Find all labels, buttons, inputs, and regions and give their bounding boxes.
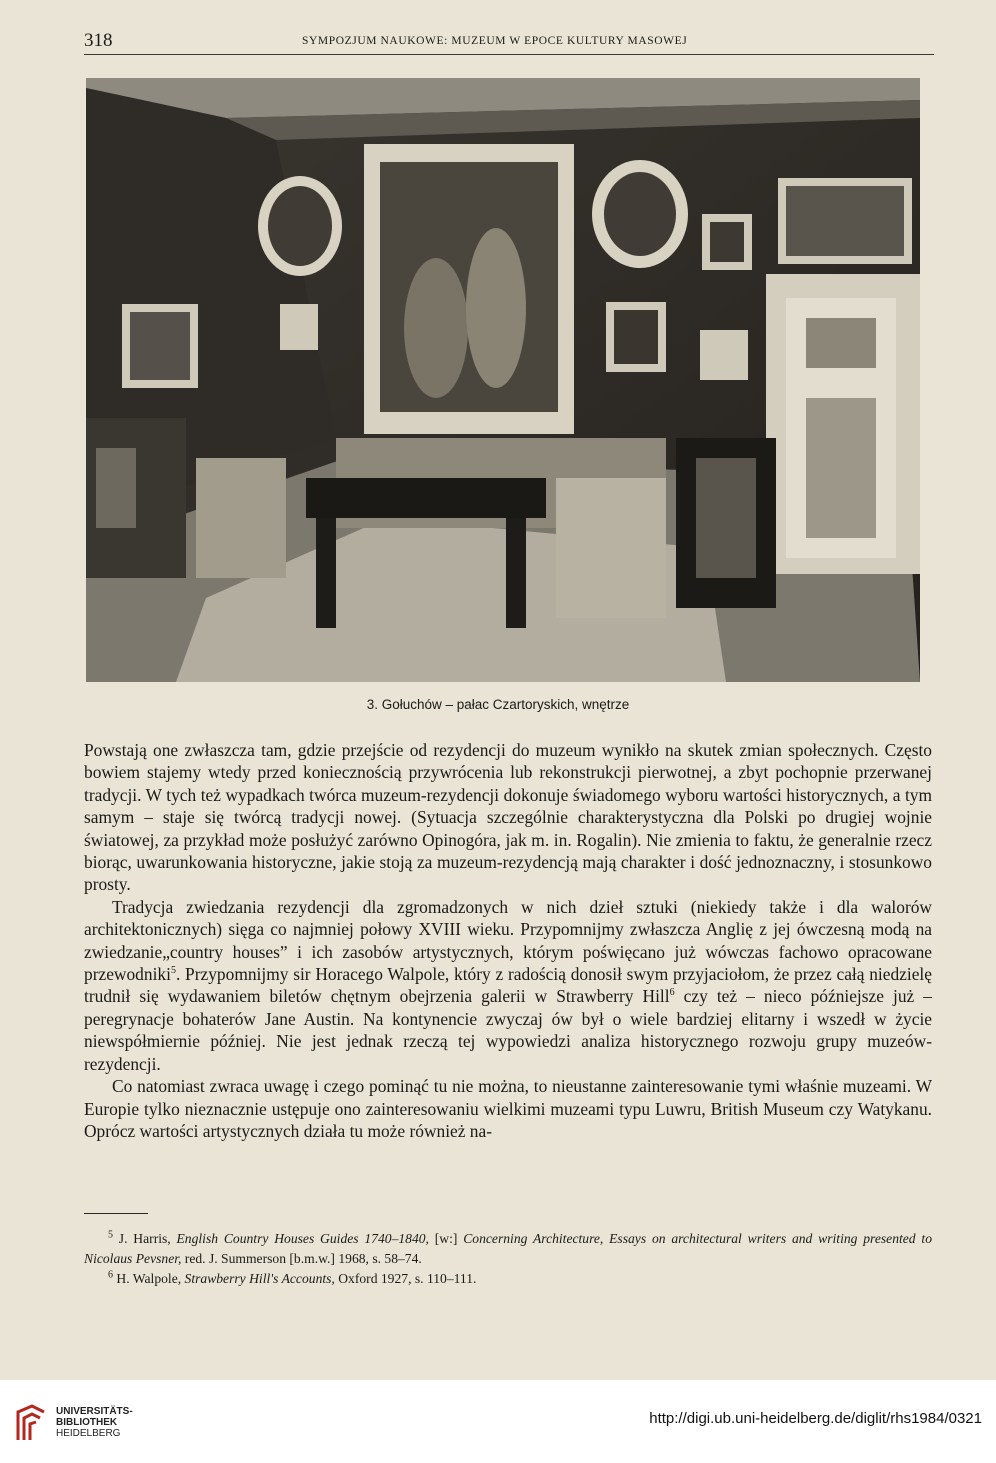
- running-head: SYMPOZJUM NAUKOWE: MUZEUM W EPOCE KULTURY MASOWEJ: [302, 35, 688, 47]
- footnote-6-title: Strawberry Hill's Accounts,: [184, 1271, 335, 1286]
- library-name-line-3: HEIDELBERG: [56, 1428, 121, 1439]
- paragraph-2-text-c: czy też – nieco późniejsze już – peregrynacje bohaterów Jane Austin. Na kontynencie zwyczaj ów był o wiele bardziej elitarny i wszedł w życie niewspółmiernie później. Nie jest jednak rzeczą tej wypowiedzi analiza historycznego rozwoju grupy muzeów-rezydencji.: [84, 986, 933, 1074]
- footnote-6-mark: 6: [108, 1269, 113, 1281]
- footnote-5: [84, 1229, 932, 1269]
- library-name-line-1: UNIVERSITÄTS-: [56, 1406, 133, 1417]
- library-name: [56, 1406, 133, 1439]
- footnote-ref-5[interactable]: 5: [170, 965, 176, 977]
- footnote-5-in: [w:]: [428, 1231, 464, 1246]
- page-number: 318: [84, 30, 113, 51]
- footnote-5-title: English Country Houses Guides 1740–1840,: [176, 1231, 429, 1246]
- paragraph-2-text-a: Tradycja zwiedzania rezydencji dla zgromadzonych w nich dzieł sztuki (niekiedy także i dla walorów architektonicznych) sięga co najmniej połowy XVIII wieku. Przypomnijmy zwłaszcza Anglię z jej ówczesną modą na zwiedzanie„country houses” i ich zasobów artystycznych, którym poświęcano już wówczas fachowo opracowane przewodniki: [84, 896, 932, 985]
- footnote-6-author: H. Walpole,: [113, 1271, 185, 1286]
- footnote-rule: [84, 1213, 148, 1214]
- paragraph-2-text-b: . Przypomnijmy sir Horacego Walpole, który z radością donosił swym przyjaciołom, że przez całą niedzielę trudnił się wydawaniem biletów chętnym obejrzenia galerii w Strawberry Hill: [84, 964, 932, 1007]
- digitization-footer: [0, 1380, 996, 1463]
- interior-photograph: [86, 78, 920, 682]
- footnote-5-details: red. J. Summerson [b.m.w.] 1968, s. 58–74.: [181, 1251, 422, 1266]
- footnote-6: [84, 1269, 932, 1289]
- paragraph-2: [84, 896, 932, 1075]
- footnote-5-author: J. Harris,: [113, 1231, 177, 1246]
- figure-caption: 3. Gołuchów – pałac Czartoryskich, wnętrze: [366, 697, 630, 712]
- paragraph-1-text: Powstają one zwłaszcza tam, gdzie przejście od rezydencji do muzeum wynikło na skutek zmian społecznych. Często bowiem stajemy wtedy przed koniecznością przywrócenia lub rekonstrukcji pierwotnej, a zbyt pochopnie przerwanej tradycji. W tych też wypadkach twórca muzeum-rezydencji dokonuje świadomego wyboru wartości historycznych, a tym samym – staje się twórcą tradycji nowej. (Sytuacja szczególnie charakterystyczna dla Polski po drugiej wojnie światowej, za przykład może posłużyć zarówno Opinogóra, jak m. in. Rogalin). Nie zmienia to faktu, że generalnie rzecz biorąc, uwarunkowania historyczne, jakie stoją za muzeum-rezydencją mają charakter i dość jednoznaczny, i stosunkowo prosty.: [84, 740, 932, 895]
- footnotes: [84, 1229, 932, 1289]
- footnote-5-mark: 5: [108, 1229, 113, 1241]
- body-text: [84, 739, 932, 1142]
- footnote-5-book-title: Concerning Architecture, Essays on architectural writers and writing presented to Nicolaus Pevsner,: [84, 1231, 932, 1266]
- header-rule: [84, 54, 934, 55]
- paragraph-3-text: Co natomiast zwraca uwagę i czego pominąć tu nie można, to nieustanne zainteresowanie tymi właśnie muzeami. W Europie tylko nieznacznie ustępuje ono zainteresowaniu wielkimi muzeami typu Luwru, British Museum czy Watykanu. Oprócz wartości artystycznych działa tu może również na-: [84, 1076, 932, 1141]
- library-logo-icon: [12, 1402, 50, 1446]
- interior-photo-illustration: [86, 78, 920, 682]
- page-header: [84, 30, 934, 52]
- permalink-url[interactable]: http://digi.ub.uni-heidelberg.de/diglit/rhs1984/0321: [649, 1410, 982, 1427]
- library-name-line-2: BIBLIOTHEK: [56, 1417, 118, 1428]
- paragraph-3: [84, 1075, 932, 1142]
- footnote-ref-6[interactable]: 6: [669, 987, 675, 999]
- paragraph-1: [84, 739, 932, 896]
- footnote-6-details: Oxford 1927, s. 110–111.: [334, 1271, 477, 1286]
